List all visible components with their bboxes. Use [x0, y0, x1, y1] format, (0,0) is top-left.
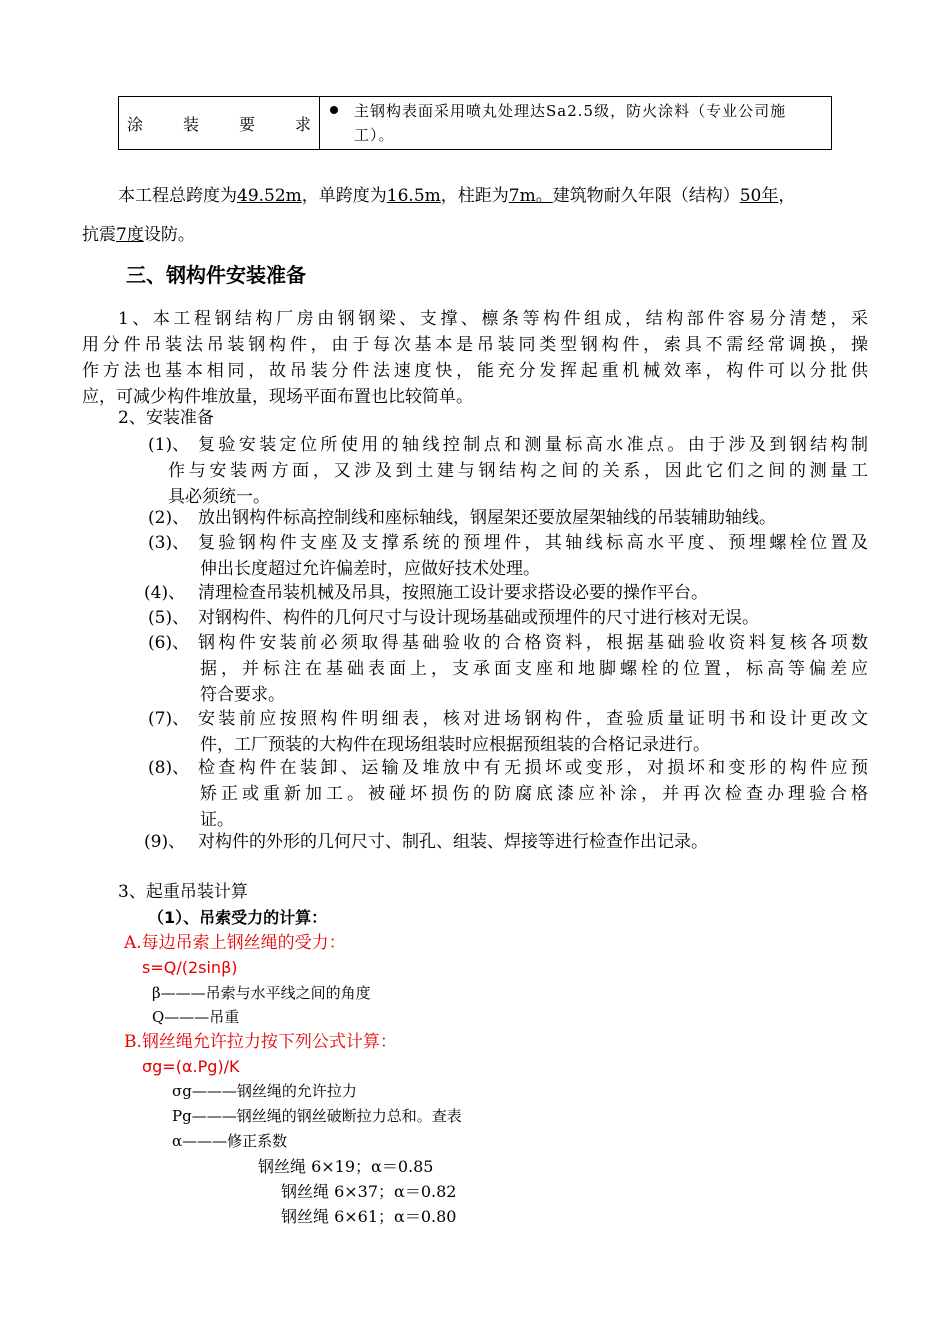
rope-6x19: 钢丝绳 6×19；α＝0.85 — [258, 1157, 434, 1176]
calc-heading: 3、起重吊装计算 — [118, 882, 248, 902]
paragraph-1-line: 作方法也基本相同，故吊装分件法速度快，能充分发挥起重机械效率，构件可以分批供 — [82, 361, 868, 381]
intro-line-1: 本工程总跨度为49.52m，单跨度为16.5m，柱距为7m。建筑物耐久年限（结构）50年， — [118, 186, 796, 206]
paragraph-1-line: 用分件吊装法吊装钢构件，由于每次基本是吊装同类型钢构件，索具不需经常调换，操 — [82, 335, 868, 355]
table-value-cell — [320, 97, 832, 150]
prep-item: (1)、 复验安装定位所使用的轴线控制点和测量标高水准点。由于涉及到钢结构制 作与安装两方面，又涉及到土建与钢结构之间的关系，因此它们之间的测量工 具必须统一。 — [148, 435, 868, 507]
prep-heading: 2、安装准备 — [118, 408, 214, 428]
paragraph-1-line: 1、本工程钢结构厂房由钢钢梁、支撑、檩条等构件组成，结构部件容易分清楚，采 — [118, 309, 868, 329]
coating-requirement-label-spaced: 涂 装 要 求 — [127, 114, 311, 134]
section-b-title: B.钢丝绳允许拉力按下列公式计算： — [124, 1032, 397, 1052]
coating-requirement-line1: 主钢构表面采用喷丸处理达Sa2.5级，防火涂料（专业公司施 — [354, 102, 787, 120]
column-spacing-value: 7m。 — [508, 186, 553, 206]
q-definition: Q———吊重 — [152, 1008, 240, 1026]
pg-definition: Pg———钢丝绳的钢丝破断拉力总和。查表 — [172, 1107, 462, 1125]
total-span-value: 49.52m — [237, 186, 302, 206]
formula-2: σg=(α.Pg)/K — [142, 1057, 240, 1076]
paragraph-1 — [82, 306, 868, 410]
coating-requirement-table — [118, 96, 832, 150]
rope-6x37: 钢丝绳 6×37；α＝0.82 — [281, 1182, 457, 1201]
prep-item: (7)、 安装前应按照构件明细表，核对进场钢构件，查验质量证明书和设计更改文 件，工厂预装的大构件在现场组装时应根据预组装的合格记录进行。 — [148, 709, 868, 755]
table-label-cell — [119, 97, 320, 150]
prep-item: (5)、 对钢构件、构件的几何尺寸与设计现场基础或预埋件的尺寸进行核对无误。 — [148, 608, 759, 628]
intro-line-2: 抗震7度设防。 — [82, 225, 195, 245]
seismic-value: 7度 — [116, 225, 144, 245]
section-title: 三、钢构件安装准备 — [126, 263, 306, 287]
prep-item: (9)、 对构件的外形的几何尺寸、制孔、组装、焊接等进行检查作出记录。 — [144, 832, 708, 852]
calc-sub-heading: （1）、吊索受力的计算： — [148, 908, 328, 927]
prep-item: (3)、 复验钢构件支座及支撑系统的预埋件，其轴线标高水平度、预埋螺栓位置及 伸出长度超过允许偏差时，应做好技术处理。 — [148, 533, 868, 579]
paragraph-1-line: 应，可减少构件堆放量，现场平面布置也比较简单。 — [82, 387, 473, 407]
prep-item: (8)、 检查构件在装卸、运输及堆放中有无损坏或变形，对损坏和变形的构件应预 矫正或重新加工。被碰坏损伤的防腐底漆应补涂，并再次检查办理验合格 证。 — [148, 758, 868, 830]
coating-requirement-line2: 工）。 — [354, 126, 395, 144]
formula-1: s=Q/(2sinβ) — [142, 958, 238, 977]
durability-value: 50年 — [739, 186, 779, 206]
prep-item: (6)、 钢构件安装前必须取得基础验收的合格资料，根据基础验收资料复核各项数 据，并标注在基础表面上，支承面支座和地脚螺栓的位置，标高等偏差应 符合要求。 — [148, 633, 868, 705]
rope-6x61: 钢丝绳 6×61；α＝0.80 — [281, 1207, 457, 1226]
prep-item: (2)、 放出钢构件标高控制线和座标轴线，钢屋架还要放屋架轴线的吊装辅助轴线。 — [148, 508, 776, 528]
section-a-title: A.每边吊索上钢丝绳的受力： — [124, 933, 346, 953]
sigma-definition: σg———钢丝绳的允许拉力 — [172, 1082, 357, 1100]
beta-definition: β———吊索与水平线之间的角度 — [152, 984, 371, 1002]
bullet-icon — [330, 99, 354, 123]
alpha-definition: α———修正系数 — [172, 1132, 288, 1150]
prep-item: (4)、 清理检查吊装机械及吊具，按照施工设计要求搭设必要的操作平台。 — [144, 583, 708, 603]
single-span-value: 16.5m — [386, 186, 441, 206]
